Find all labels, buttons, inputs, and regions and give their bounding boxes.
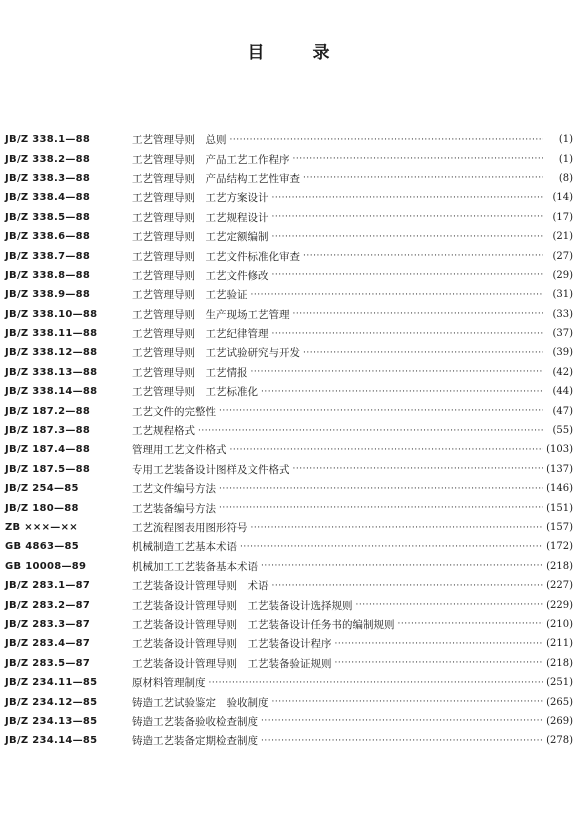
- standard-code: JB/Z 338.3—88: [5, 172, 91, 184]
- toc-entry[interactable]: [5, 149, 573, 168]
- page-number: (37): [552, 328, 573, 340]
- entry-title: 工艺管理导则 总则: [132, 134, 227, 147]
- standard-code: JB/Z 338.14—88: [5, 386, 98, 398]
- dot-leader: [261, 387, 543, 397]
- entry-title: 工艺装备设计管理导则 工艺装备验证规则: [132, 657, 332, 670]
- entry-title-line: [132, 695, 543, 710]
- toc-entry[interactable]: [5, 460, 573, 479]
- toc-entry[interactable]: [5, 537, 573, 556]
- standard-code: JB/Z 283.3—87: [5, 618, 91, 630]
- entry-title: 工艺规程格式: [132, 425, 195, 438]
- toc-heading-char-1: 目: [247, 43, 267, 63]
- standard-code: JB/Z 180—88: [5, 502, 79, 514]
- entry-title-line: [132, 559, 543, 574]
- dot-leader: [261, 736, 543, 746]
- toc-entry[interactable]: [5, 673, 573, 692]
- page-number: (151): [546, 502, 573, 514]
- dot-leader: [251, 523, 544, 533]
- page-number: (229): [546, 599, 573, 611]
- entry-title: 铸造工艺装备定期检查制度: [132, 735, 258, 748]
- entry-title: 工艺装备设计管理导则 工艺装备设计选择规则: [132, 599, 353, 612]
- standard-code: JB/Z 338.11—88: [5, 328, 98, 340]
- entry-title-line: [132, 307, 543, 322]
- toc-entry[interactable]: [5, 712, 573, 731]
- standard-code: JB/Z 254—85: [5, 483, 79, 495]
- standard-code: JB/Z 187.3—88: [5, 425, 91, 437]
- toc-heading: [0, 38, 579, 63]
- dot-leader: [240, 542, 543, 552]
- dot-leader: [272, 270, 544, 280]
- standard-code: JB/Z 234.13—85: [5, 715, 98, 727]
- dot-leader: [293, 464, 544, 474]
- standard-code: JB/Z 187.2—88: [5, 405, 91, 417]
- entry-title: 工艺装备设计管理导则 工艺装备设计任务书的编制规则: [132, 618, 395, 631]
- entry-title-line: [132, 190, 543, 205]
- page-number: (278): [546, 735, 573, 747]
- page-number: (251): [546, 677, 573, 689]
- dot-leader: [219, 484, 543, 494]
- entry-title-line: [132, 229, 543, 244]
- toc-entry[interactable]: [5, 479, 573, 498]
- toc-entry[interactable]: [5, 324, 573, 343]
- entry-title-line: [132, 171, 543, 186]
- standard-code: JB/Z 187.4—88: [5, 444, 91, 456]
- page-number: (21): [552, 231, 573, 243]
- standard-code: JB/Z 283.5—87: [5, 657, 91, 669]
- dot-leader: [230, 445, 544, 455]
- standard-code: JB/Z 338.6—88: [5, 231, 91, 243]
- standard-code: JB/Z 338.7—88: [5, 250, 91, 262]
- entry-title-line: [132, 462, 543, 477]
- dot-leader: [209, 678, 544, 688]
- entry-title-line: [132, 249, 543, 264]
- standard-code: JB/Z 338.10—88: [5, 308, 98, 320]
- page-number: (157): [546, 522, 573, 533]
- entry-title: 工艺文件编号方法: [132, 483, 216, 496]
- standard-code: JB/Z 234.14—85: [5, 735, 98, 747]
- page-number: (211): [546, 638, 573, 650]
- standard-code: JB/Z 338.1—88: [5, 134, 91, 146]
- entry-title-line: [132, 617, 543, 632]
- entry-title-line: [132, 384, 543, 399]
- entry-title: 管理用工艺文件格式: [132, 444, 227, 457]
- entry-title: 工艺装备设计管理导则 术语: [132, 580, 269, 593]
- entry-title-line: [132, 656, 543, 671]
- entry-title: 工艺管理导则 产品结构工艺性审查: [132, 172, 300, 185]
- toc-entry[interactable]: [5, 169, 573, 188]
- entry-title: 工艺管理导则 工艺方案设计: [132, 192, 269, 205]
- entry-title: 工艺装备设计管理导则 工艺装备设计程序: [132, 638, 332, 651]
- entry-title-line: [132, 598, 543, 613]
- entry-title-line: [132, 287, 543, 302]
- toc-entry[interactable]: [5, 285, 573, 304]
- page-number: (227): [546, 580, 573, 592]
- entry-title-line: [132, 152, 543, 167]
- page-number: (17): [552, 211, 573, 223]
- standard-code: GB 4863—85: [5, 541, 80, 553]
- entry-title-line: [132, 210, 543, 225]
- dot-leader: [293, 309, 544, 319]
- dot-leader: [356, 600, 544, 610]
- page-number: (137): [546, 463, 573, 475]
- toc-entry[interactable]: [5, 227, 573, 246]
- standard-code: JB/Z 283.2—87: [5, 599, 91, 611]
- page-number: (269): [546, 715, 573, 727]
- entry-title-line: [132, 365, 543, 380]
- standard-code: JB/Z 283.4—87: [5, 638, 91, 650]
- dot-leader: [335, 639, 544, 649]
- toc-entry[interactable]: [5, 576, 573, 595]
- toc-entry[interactable]: [5, 305, 573, 324]
- entry-title-line: [132, 520, 543, 535]
- entry-title: 工艺管理导则 工艺纪律管理: [132, 328, 269, 341]
- page-number: (146): [546, 483, 573, 495]
- entry-title: 工艺管理导则 工艺定额编制: [132, 231, 269, 244]
- page-number: (14): [552, 192, 573, 204]
- dot-leader: [251, 367, 544, 377]
- entry-title-line: [132, 132, 543, 147]
- dot-leader: [272, 697, 544, 707]
- toc-entry[interactable]: [5, 557, 573, 576]
- entry-title: 工艺管理导则 工艺标准化: [132, 386, 258, 399]
- page-number: (29): [552, 269, 573, 281]
- toc-entry[interactable]: [5, 382, 573, 401]
- page-number: (31): [552, 289, 573, 301]
- dot-leader: [261, 716, 543, 726]
- standard-code: JB/Z 338.5—88: [5, 211, 91, 223]
- dot-leader: [230, 135, 544, 145]
- toc-entry[interactable]: [5, 595, 573, 614]
- entry-title-line: [132, 675, 543, 690]
- standard-code: ZB ×××—××: [5, 522, 78, 533]
- page-number: (42): [552, 366, 573, 378]
- entry-title-line: [132, 326, 543, 341]
- entry-title-line: [132, 636, 543, 651]
- dot-leader: [272, 329, 544, 339]
- standard-code: JB/Z 187.5—88: [5, 463, 91, 475]
- page-number: (39): [552, 347, 573, 359]
- standard-code: JB/Z 338.12—88: [5, 347, 98, 359]
- entry-title-line: [132, 404, 543, 419]
- toc-entry[interactable]: [5, 692, 573, 711]
- dot-leader: [335, 658, 544, 668]
- dot-leader: [272, 232, 544, 242]
- page-number: (8): [558, 172, 573, 184]
- page-number: (1): [558, 153, 573, 165]
- entry-title: 原材料管理制度: [132, 677, 206, 690]
- entry-title: 工艺文件的完整性: [132, 405, 216, 418]
- entry-title-line: [132, 423, 543, 438]
- entry-title: 工艺管理导则 工艺验证: [132, 289, 248, 302]
- entry-title-line: [132, 733, 543, 748]
- entry-title: 工艺管理导则 工艺试验研究与开发: [132, 347, 300, 360]
- entry-title: 铸造工艺试验鉴定 验收制度: [132, 696, 269, 709]
- dot-leader: [219, 406, 543, 416]
- entry-title-line: [132, 442, 543, 457]
- entry-title-line: [132, 501, 543, 516]
- entry-title-line: [132, 578, 543, 593]
- toc-entry[interactable]: [5, 440, 573, 459]
- entry-title-line: [132, 345, 543, 360]
- entry-title: 工艺管理导则 工艺文件修改: [132, 269, 269, 282]
- standard-code: GB 10008—89: [5, 560, 87, 572]
- entry-title: 工艺管理导则 工艺规程设计: [132, 211, 269, 224]
- entry-title: 工艺装备编号方法: [132, 502, 216, 515]
- entry-title-line: [132, 268, 543, 283]
- standard-code: JB/Z 234.12—85: [5, 696, 98, 708]
- entry-title: 工艺流程图表用图形符号: [132, 522, 248, 534]
- standard-code: JB/Z 338.8—88: [5, 269, 91, 281]
- page-number: (210): [546, 618, 573, 630]
- dot-leader: [303, 348, 543, 358]
- standard-code: JB/Z 338.4—88: [5, 192, 91, 204]
- toc-entry[interactable]: [5, 421, 573, 440]
- toc-entry[interactable]: [5, 634, 573, 653]
- toc-entry[interactable]: [5, 363, 573, 382]
- page-number: (218): [546, 560, 573, 572]
- toc-list: [5, 130, 573, 751]
- dot-leader: [303, 173, 543, 183]
- entry-title: 工艺管理导则 产品工艺工作程序: [132, 153, 290, 166]
- standard-code: JB/Z 338.2—88: [5, 153, 91, 165]
- page-number: (27): [552, 250, 573, 262]
- toc-entry[interactable]: [5, 130, 573, 149]
- dot-leader: [303, 251, 543, 261]
- entry-title: 工艺管理导则 工艺情报: [132, 366, 248, 379]
- dot-leader: [272, 581, 544, 591]
- dot-leader: [272, 193, 544, 203]
- page-number: (47): [552, 405, 573, 417]
- toc-entry[interactable]: [5, 343, 573, 362]
- toc-entry[interactable]: [5, 401, 573, 420]
- page-number: (44): [552, 386, 573, 398]
- page-number: (265): [546, 696, 573, 708]
- page-number: (1): [558, 134, 573, 146]
- dot-leader: [272, 212, 544, 222]
- page-number: (218): [546, 657, 573, 669]
- dot-leader: [293, 154, 544, 164]
- entry-title: 机械制造工艺基本术语: [132, 541, 237, 554]
- toc-entry[interactable]: [5, 498, 573, 517]
- page-number: (33): [552, 308, 573, 320]
- entry-title-line: [132, 714, 543, 729]
- toc-entry[interactable]: [5, 246, 573, 265]
- toc-entry[interactable]: [5, 188, 573, 207]
- dot-leader: [261, 561, 543, 571]
- page-number: (103): [546, 444, 573, 456]
- toc-entry[interactable]: [5, 208, 573, 227]
- standard-code: JB/Z 338.9—88: [5, 289, 91, 301]
- toc-entry[interactable]: [5, 654, 573, 673]
- standard-code: JB/Z 283.1—87: [5, 580, 91, 592]
- toc-heading-char-2: 录: [312, 43, 332, 63]
- entry-title-line: [132, 481, 543, 496]
- toc-entry[interactable]: [5, 615, 573, 634]
- entry-title: 机械加工工艺装备基本术语: [132, 560, 258, 573]
- standard-code: JB/Z 338.13—88: [5, 366, 98, 378]
- entry-title: 铸造工艺装备验收检查制度: [132, 715, 258, 728]
- dot-leader: [198, 426, 543, 436]
- dot-leader: [398, 619, 544, 629]
- entry-title: 工艺管理导则 工艺文件标准化审查: [132, 250, 300, 263]
- toc-entry[interactable]: [5, 266, 573, 285]
- entry-title: 工艺管理导则 生产现场工艺管理: [132, 308, 290, 321]
- toc-entry[interactable]: [5, 518, 573, 537]
- entry-title: 专用工艺装备设计图样及文件格式: [132, 463, 290, 476]
- standard-code: JB/Z 234.11—85: [5, 677, 98, 689]
- toc-entry[interactable]: [5, 731, 573, 750]
- page-number: (172): [546, 541, 573, 553]
- page-number: (55): [552, 425, 573, 437]
- entry-title-line: [132, 539, 543, 554]
- dot-leader: [251, 290, 544, 300]
- dot-leader: [219, 503, 543, 513]
